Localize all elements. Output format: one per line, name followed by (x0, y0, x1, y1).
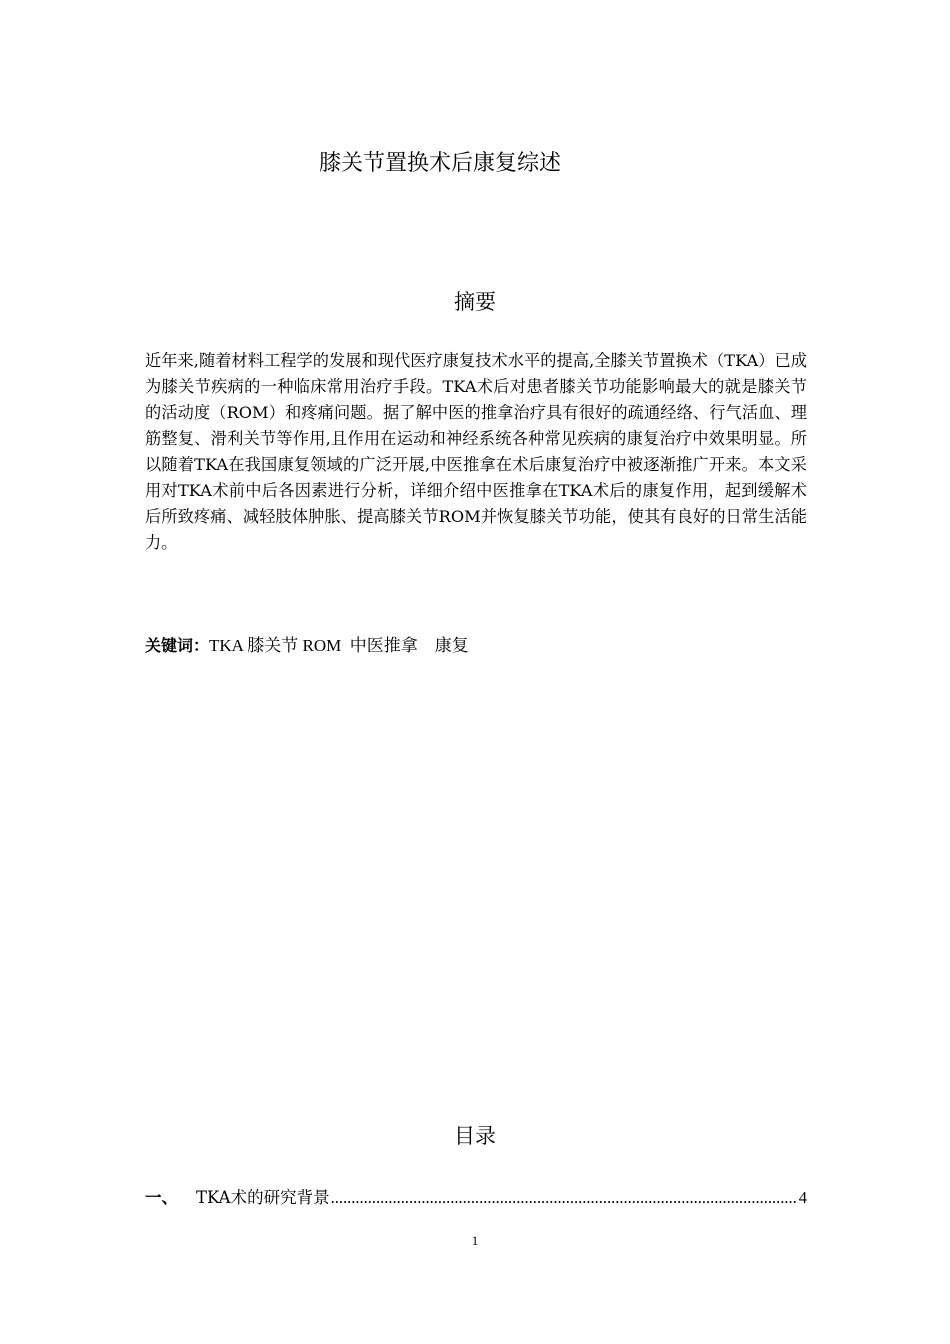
toc-dot-leader (331, 1185, 798, 1211)
page-number: 1 (471, 1233, 479, 1248)
abstract-heading: 摘要 (454, 290, 496, 314)
toc-entry-text: TKA术的研究背景 (196, 1188, 330, 1207)
abstract-text: 近年来,随着材料工程学的发展和现代医疗康复技术水平的提高,全膝关节置换术（TKA）已成为膝关节疾病的一种临床常用治疗手段。TKA术后对患者膝关节功能影响最大的就是膝关节的活动度（ROM）和疼痛问题。据了解中医的推拿治疗具有很好的疏通经络、行气活血、理筋整复、滑利关节等作用,且作用在运动和神经系统各种常见疾病的康复治疗中效果明显。所以随着TKA在我国康复领域的广泛开展,中医推拿在术后康复治疗中被逐渐推广开来。本文采用对TKA术前中后各因素进行分析，详细介绍中医推拿在TKA术后的康复作用，起到缓解术后所致疼痛、减轻肢体肿胀、提高膝关节ROM并恢复膝关节功能，使其有良好的日常生活能力。 (145, 351, 807, 552)
keywords-value: TKA 膝关节 ROM 中医推拿 康复 (209, 636, 469, 655)
document-title: 膝关节置换术后康复综述 (318, 151, 561, 176)
toc-entry-number: 一、 (145, 1188, 178, 1207)
toc-heading: 目录 (454, 1124, 496, 1148)
keywords-label: 关键词： (145, 636, 210, 655)
toc-entry[interactable] (145, 1185, 807, 1211)
keywords-line (145, 633, 807, 659)
toc-entry-page: 4 (798, 1188, 807, 1207)
